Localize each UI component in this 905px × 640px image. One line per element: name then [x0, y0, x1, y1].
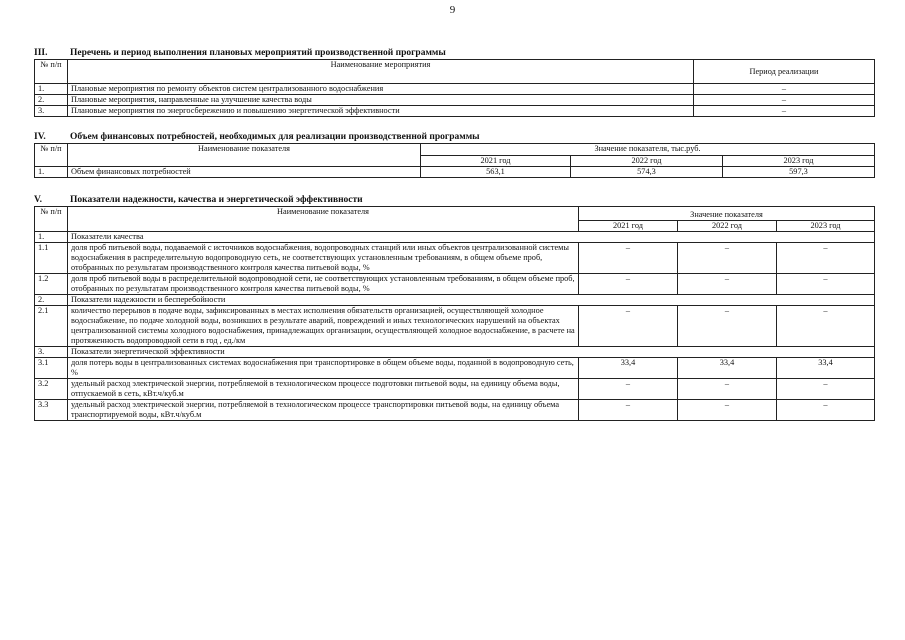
section-3-title-text: Перечень и период выполнения плановых мероприятий производственной программы — [70, 48, 446, 58]
finance-header-2023: 2023 год — [723, 156, 875, 167]
indicators-header-row-1 — [35, 207, 875, 221]
indicator-group-num: 2. — [35, 295, 68, 306]
finance-table — [34, 143, 875, 178]
indicator-num: 3.2 — [35, 379, 68, 400]
indicator-value-2023: – — [777, 274, 875, 295]
indicator-value-2022: – — [678, 274, 777, 295]
section-4-title-text: Объем финансовых потребностей, необходимых для реализации производственной программы — [70, 132, 480, 142]
activity-num: 1. — [35, 84, 68, 95]
indicator-group-row — [35, 295, 875, 306]
activity-num: 3. — [35, 106, 68, 117]
activities-header-num: № п/п — [35, 60, 68, 84]
indicator-name: доля потерь воды в централизованных системах водоснабжения при транспортировке в общем объеме воды, поданной в водопроводную сеть, % — [68, 358, 579, 379]
finance-value-2021: 563,1 — [421, 167, 571, 178]
indicators-header-2023: 2023 год — [777, 221, 875, 232]
indicator-num: 1.1 — [35, 243, 68, 274]
indicator-group-row — [35, 232, 875, 243]
indicator-group-name: Показатели качества — [68, 232, 875, 243]
finance-header-2022: 2022 год — [571, 156, 723, 167]
indicators-header-name: Наименование показателя — [68, 207, 579, 232]
finance-header-value: Значение показателя, тыс.руб. — [421, 144, 875, 156]
indicator-group-row — [35, 347, 875, 358]
indicator-name: доля проб питьевой воды в распределительной водопроводной сети, не соответствующих установленным требованиям, в общем объеме проб, отобранных по результатам производственного контроля качества питьевой воды, % — [68, 274, 579, 295]
section-5-roman: V. — [34, 195, 43, 205]
indicator-value-2023: – — [777, 379, 875, 400]
indicator-row — [35, 243, 875, 274]
indicator-value-2021: – — [579, 306, 678, 347]
indicators-header-2021: 2021 год — [579, 221, 678, 232]
indicator-group-num: 3. — [35, 347, 68, 358]
finance-value-2023: 597,3 — [723, 167, 875, 178]
indicator-row — [35, 379, 875, 400]
indicator-value-2022: – — [678, 243, 777, 274]
activity-name: Плановые мероприятия, направленные на улучшение качества воды — [68, 95, 694, 106]
indicator-value-2022: – — [678, 306, 777, 347]
indicator-value-2023: – — [777, 243, 875, 274]
finance-header-num: № п/п — [35, 144, 68, 167]
activities-header-period: Период реализации — [694, 60, 875, 84]
indicator-num: 3.1 — [35, 358, 68, 379]
indicator-group-num: 1. — [35, 232, 68, 243]
activities-row — [35, 84, 875, 95]
indicator-row — [35, 358, 875, 379]
section-5 — [34, 194, 875, 421]
indicator-group-name: Показатели надежности и бесперебойности — [68, 295, 875, 306]
indicator-num: 1.2 — [35, 274, 68, 295]
finance-header-row-1 — [35, 144, 875, 156]
indicators-header-value: Значение показателя — [579, 207, 875, 221]
activities-header-row — [35, 60, 875, 84]
indicator-name: удельный расход электрической энергии, потребляемой в технологическом процессе подготовки питьевой воды, на единицу объема воды, отпускаемой в сеть, кВт.ч/куб.м — [68, 379, 579, 400]
indicators-table — [34, 206, 875, 421]
finance-name: Объем финансовых потребностей — [68, 167, 421, 178]
section-3-roman: III. — [34, 48, 48, 58]
page-number: 9 — [449, 4, 456, 16]
indicator-value-2023: – — [777, 400, 875, 421]
indicator-value-2023: – — [777, 306, 875, 347]
section-4-title — [34, 131, 875, 143]
indicator-name: удельный расход электрической энергии, потребляемой в технологическом процессе транспортировки питьевой воды, на единицу объема транспортируемой воды, кВт.ч/куб.м — [68, 400, 579, 421]
section-3 — [34, 47, 875, 117]
activity-period: – — [694, 84, 875, 95]
indicator-value-2021: – — [579, 274, 678, 295]
indicator-value-2021: – — [579, 243, 678, 274]
indicator-value-2021: – — [579, 400, 678, 421]
indicator-value-2021: 33,4 — [579, 358, 678, 379]
activities-row — [35, 106, 875, 117]
indicator-value-2022: 33,4 — [678, 358, 777, 379]
indicator-name: доля проб питьевой воды, подаваемой с источников водоснабжения, водопроводных станций или иных объектов централизованной системы водоснабжения в распределительную водопроводную сеть, не соответствующих установленным требованиям, в общем объеме проб, отобранных по результатам производственного контроля качества питьевой воды, % — [68, 243, 579, 274]
section-5-title — [34, 194, 875, 206]
activity-num: 2. — [35, 95, 68, 106]
indicator-row — [35, 274, 875, 295]
section-5-title-text: Показатели надежности, качества и энергетической эффективности — [70, 195, 363, 205]
activity-name: Плановые мероприятия по энергосбережению и повышению энергетической эффективности — [68, 106, 694, 117]
indicator-value-2021: – — [579, 379, 678, 400]
indicator-row — [35, 400, 875, 421]
indicators-header-2022: 2022 год — [678, 221, 777, 232]
indicator-group-name: Показатели энергетической эффективности — [68, 347, 875, 358]
indicator-name: количество перерывов в подаче воды, зафиксированных в местах исполнения обязательств организацией, осуществляющей холодное водоснабжение, по подаче холодной воды, возникших в результате аварий, повреждений и иных технологических нарушений на объектах централизованной системы холодного водоснабжения, принадлежащих организации, осуществляющей холодное водоснабжение, в расчете на протяженность водопроводной сети в год , ед./км — [68, 306, 579, 347]
section-3-title — [34, 47, 875, 59]
indicator-value-2023: 33,4 — [777, 358, 875, 379]
activities-row — [35, 95, 875, 106]
finance-row — [35, 167, 875, 178]
activity-period: – — [694, 95, 875, 106]
indicator-row — [35, 306, 875, 347]
indicator-value-2022: – — [678, 379, 777, 400]
finance-value-2022: 574,3 — [571, 167, 723, 178]
indicator-num: 3.3 — [35, 400, 68, 421]
indicator-num: 2.1 — [35, 306, 68, 347]
indicator-value-2022: – — [678, 400, 777, 421]
activity-name: Плановые мероприятия по ремонту объектов систем централизованного водоснабжения — [68, 84, 694, 95]
finance-header-name: Наименование показателя — [68, 144, 421, 167]
activity-period: – — [694, 106, 875, 117]
finance-header-2021: 2021 год — [421, 156, 571, 167]
activities-header-name: Наименование мероприятия — [68, 60, 694, 84]
finance-num: 1. — [35, 167, 68, 178]
activities-table — [34, 59, 875, 117]
indicators-header-num: № п/п — [35, 207, 68, 232]
section-4 — [34, 131, 875, 178]
section-4-roman: IV. — [34, 132, 46, 142]
